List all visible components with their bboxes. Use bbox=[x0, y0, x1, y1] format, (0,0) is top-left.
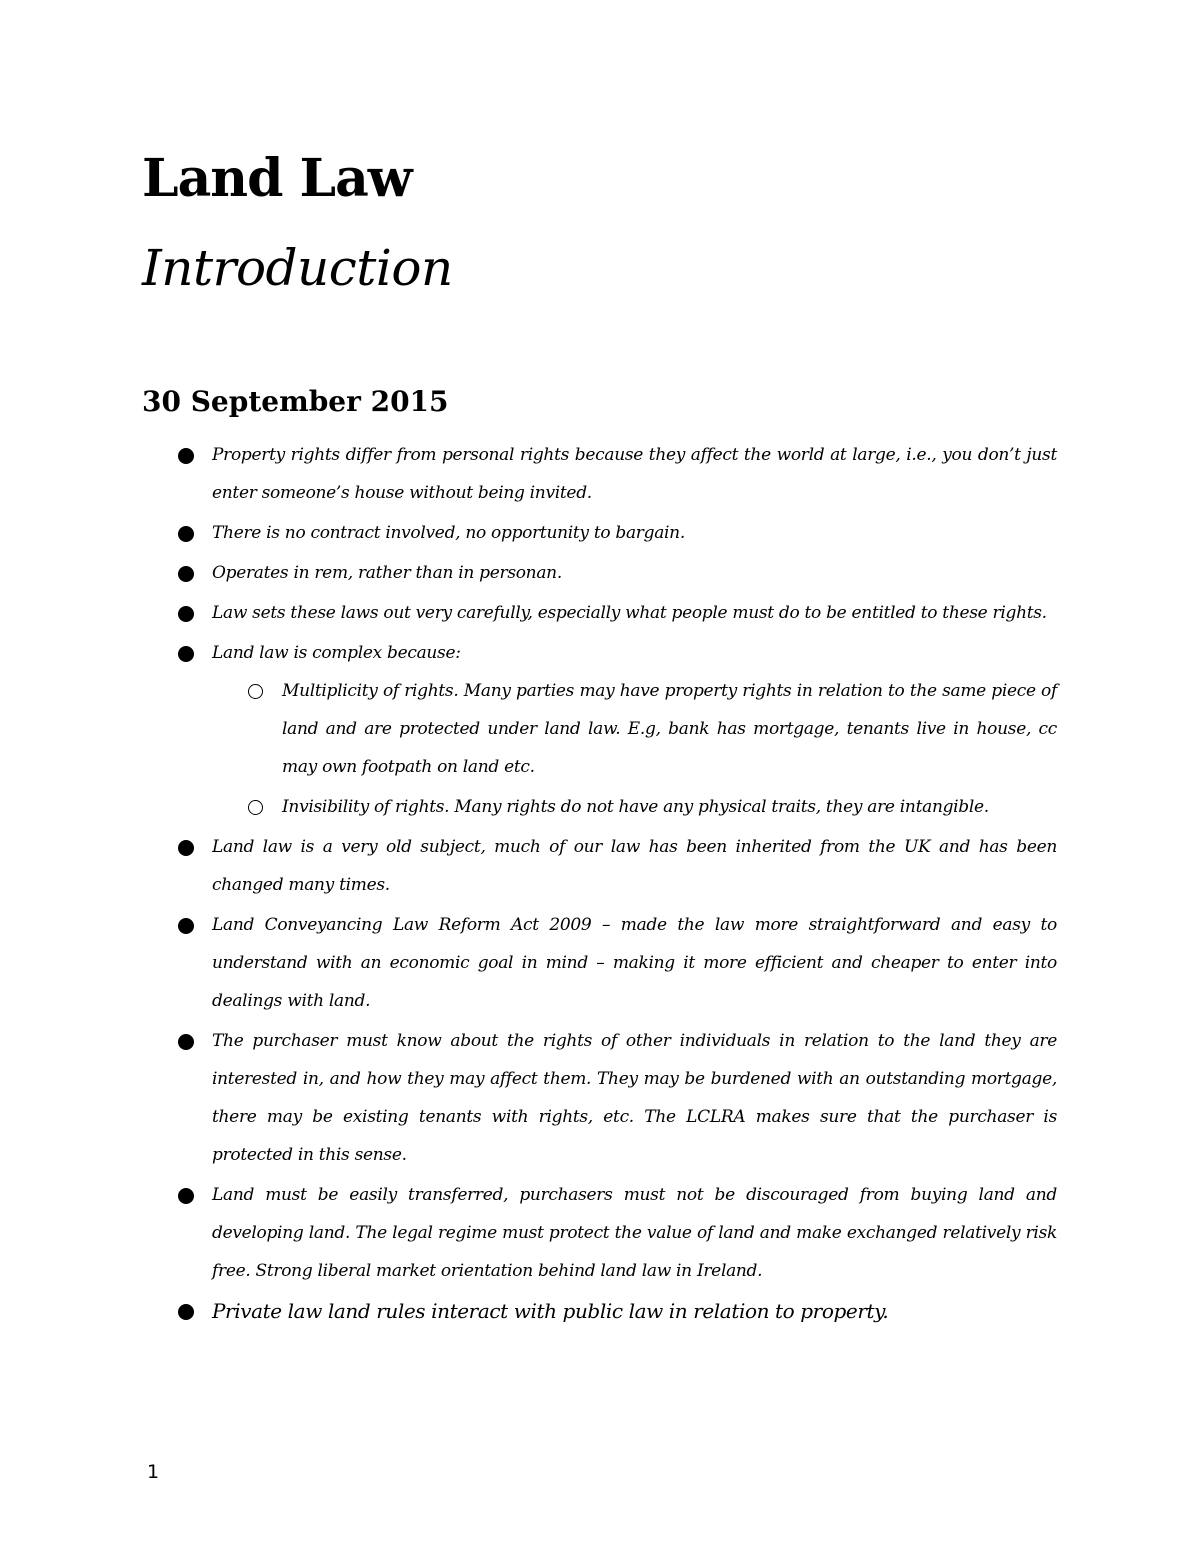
list-item-text: Land law is complex because: bbox=[212, 643, 461, 663]
sub-list-item bbox=[0, 672, 1200, 786]
bullet-icon bbox=[178, 606, 194, 622]
list-item bbox=[0, 514, 1200, 552]
bullet-icon bbox=[178, 646, 194, 662]
bullet-icon bbox=[178, 566, 194, 582]
bullet-icon bbox=[178, 448, 194, 464]
list-item bbox=[0, 634, 1200, 826]
list-item bbox=[0, 906, 1200, 1020]
page-number: 1 bbox=[147, 1461, 160, 1483]
list-item-text: The purchaser must know about the rights of other individuals in relation to the land they are interested in, and how they may affect them. They may be burdened with an outstanding mortgage, there may be existing tenants with rights, etc. The LCLRA makes sure that the purchaser is protected in this sense. bbox=[212, 1031, 1057, 1165]
list-item bbox=[0, 1292, 1200, 1330]
list-item-text: Land law is a very old subject, much of our law has been inherited from the UK and has been changed many times. bbox=[212, 837, 1057, 895]
sub-list bbox=[0, 672, 1200, 826]
bullet-icon bbox=[178, 918, 194, 934]
bullet-icon bbox=[178, 1034, 194, 1050]
list-item bbox=[0, 1176, 1200, 1290]
notes-list bbox=[0, 436, 1200, 1332]
list-item bbox=[0, 1022, 1200, 1174]
document-subtitle: Introduction bbox=[142, 239, 453, 297]
hollow-bullet-icon bbox=[248, 800, 263, 815]
bullet-icon bbox=[178, 1188, 194, 1204]
list-item bbox=[0, 594, 1200, 632]
document-title: Land Law bbox=[142, 148, 412, 209]
bullet-icon bbox=[178, 1304, 194, 1320]
list-item bbox=[0, 828, 1200, 904]
hollow-bullet-icon bbox=[248, 684, 263, 699]
list-item-text: Law sets these laws out very carefully, especially what people must do to be entitled to these rights. bbox=[212, 603, 1047, 623]
sub-list-item-text: Multiplicity of rights. Many parties may have property rights in relation to the same piece of land and are protected under land law. E.g, bank has mortgage, tenants live in house, cc may own footpath on land etc. bbox=[282, 681, 1057, 777]
list-item-text: Land Conveyancing Law Reform Act 2009 – made the law more straightforward and easy to understand with an economic goal in mind – making it more efficient and cheaper to enter into dealings with land. bbox=[212, 915, 1057, 1011]
date-heading: 30 September 2015 bbox=[142, 385, 449, 418]
list-item bbox=[0, 436, 1200, 512]
sub-list-item-text: Invisibility of rights. Many rights do not have any physical traits, they are intangible. bbox=[282, 797, 989, 817]
list-item-text: Operates in rem, rather than in personan. bbox=[212, 563, 562, 583]
list-item-text: Private law land rules interact with public law in relation to property. bbox=[212, 1299, 889, 1323]
list-item-text: Land must be easily transferred, purchasers must not be discouraged from buying land and developing land. The legal regime must protect the value of land and make exchanged relatively risk free. Strong liberal market orientation behind land law in Ireland. bbox=[212, 1185, 1057, 1281]
bullet-icon bbox=[178, 840, 194, 856]
bullet-icon bbox=[178, 526, 194, 542]
list-item-text: There is no contract involved, no opportunity to bargain. bbox=[212, 523, 685, 543]
list-item-text: Property rights differ from personal rights because they affect the world at large, i.e., you don’t just enter someone’s house without being invited. bbox=[212, 445, 1057, 503]
sub-list-item bbox=[0, 788, 1200, 826]
list-item bbox=[0, 554, 1200, 592]
